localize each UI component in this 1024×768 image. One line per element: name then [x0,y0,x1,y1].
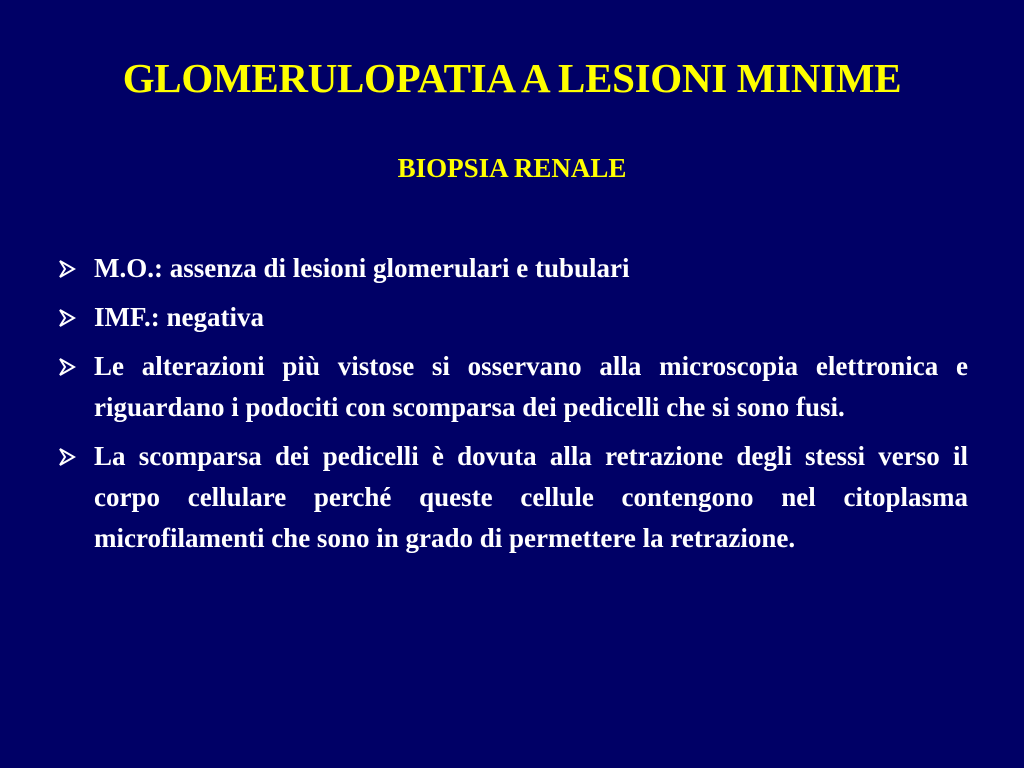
arrowhead-bullet-icon [58,357,76,377]
arrowhead-bullet-icon [58,308,76,328]
bullet-item [58,346,968,428]
arrowhead-bullet-icon [58,447,76,467]
bullet-item [58,436,968,559]
bullet-item [58,248,968,289]
bullet-text: IMF.: negativa [94,302,264,332]
arrowhead-bullet-icon [58,259,76,279]
bullet-text: La scomparsa dei pedicelli è dovuta alla retrazione degli stessi verso il corpo cellulare perché queste cellule contengono nel citoplasma microfilamenti che sono in grado di permettere la retrazione. [94,441,968,553]
bullet-list [58,248,968,567]
slide-subtitle: BIOPSIA RENALE [397,153,627,183]
bullet-text: Le alterazioni più vistose si osservano alla microscopia elettronica e riguardano i podociti con scomparsa dei pedicelli che si sono fusi. [94,351,968,422]
slide-title: GLOMERULOPATIA A LESIONI MINIME [122,55,902,101]
bullet-text: M.O.: assenza di lesioni glomerulari e tubulari [94,253,630,283]
bullet-item [58,297,968,338]
